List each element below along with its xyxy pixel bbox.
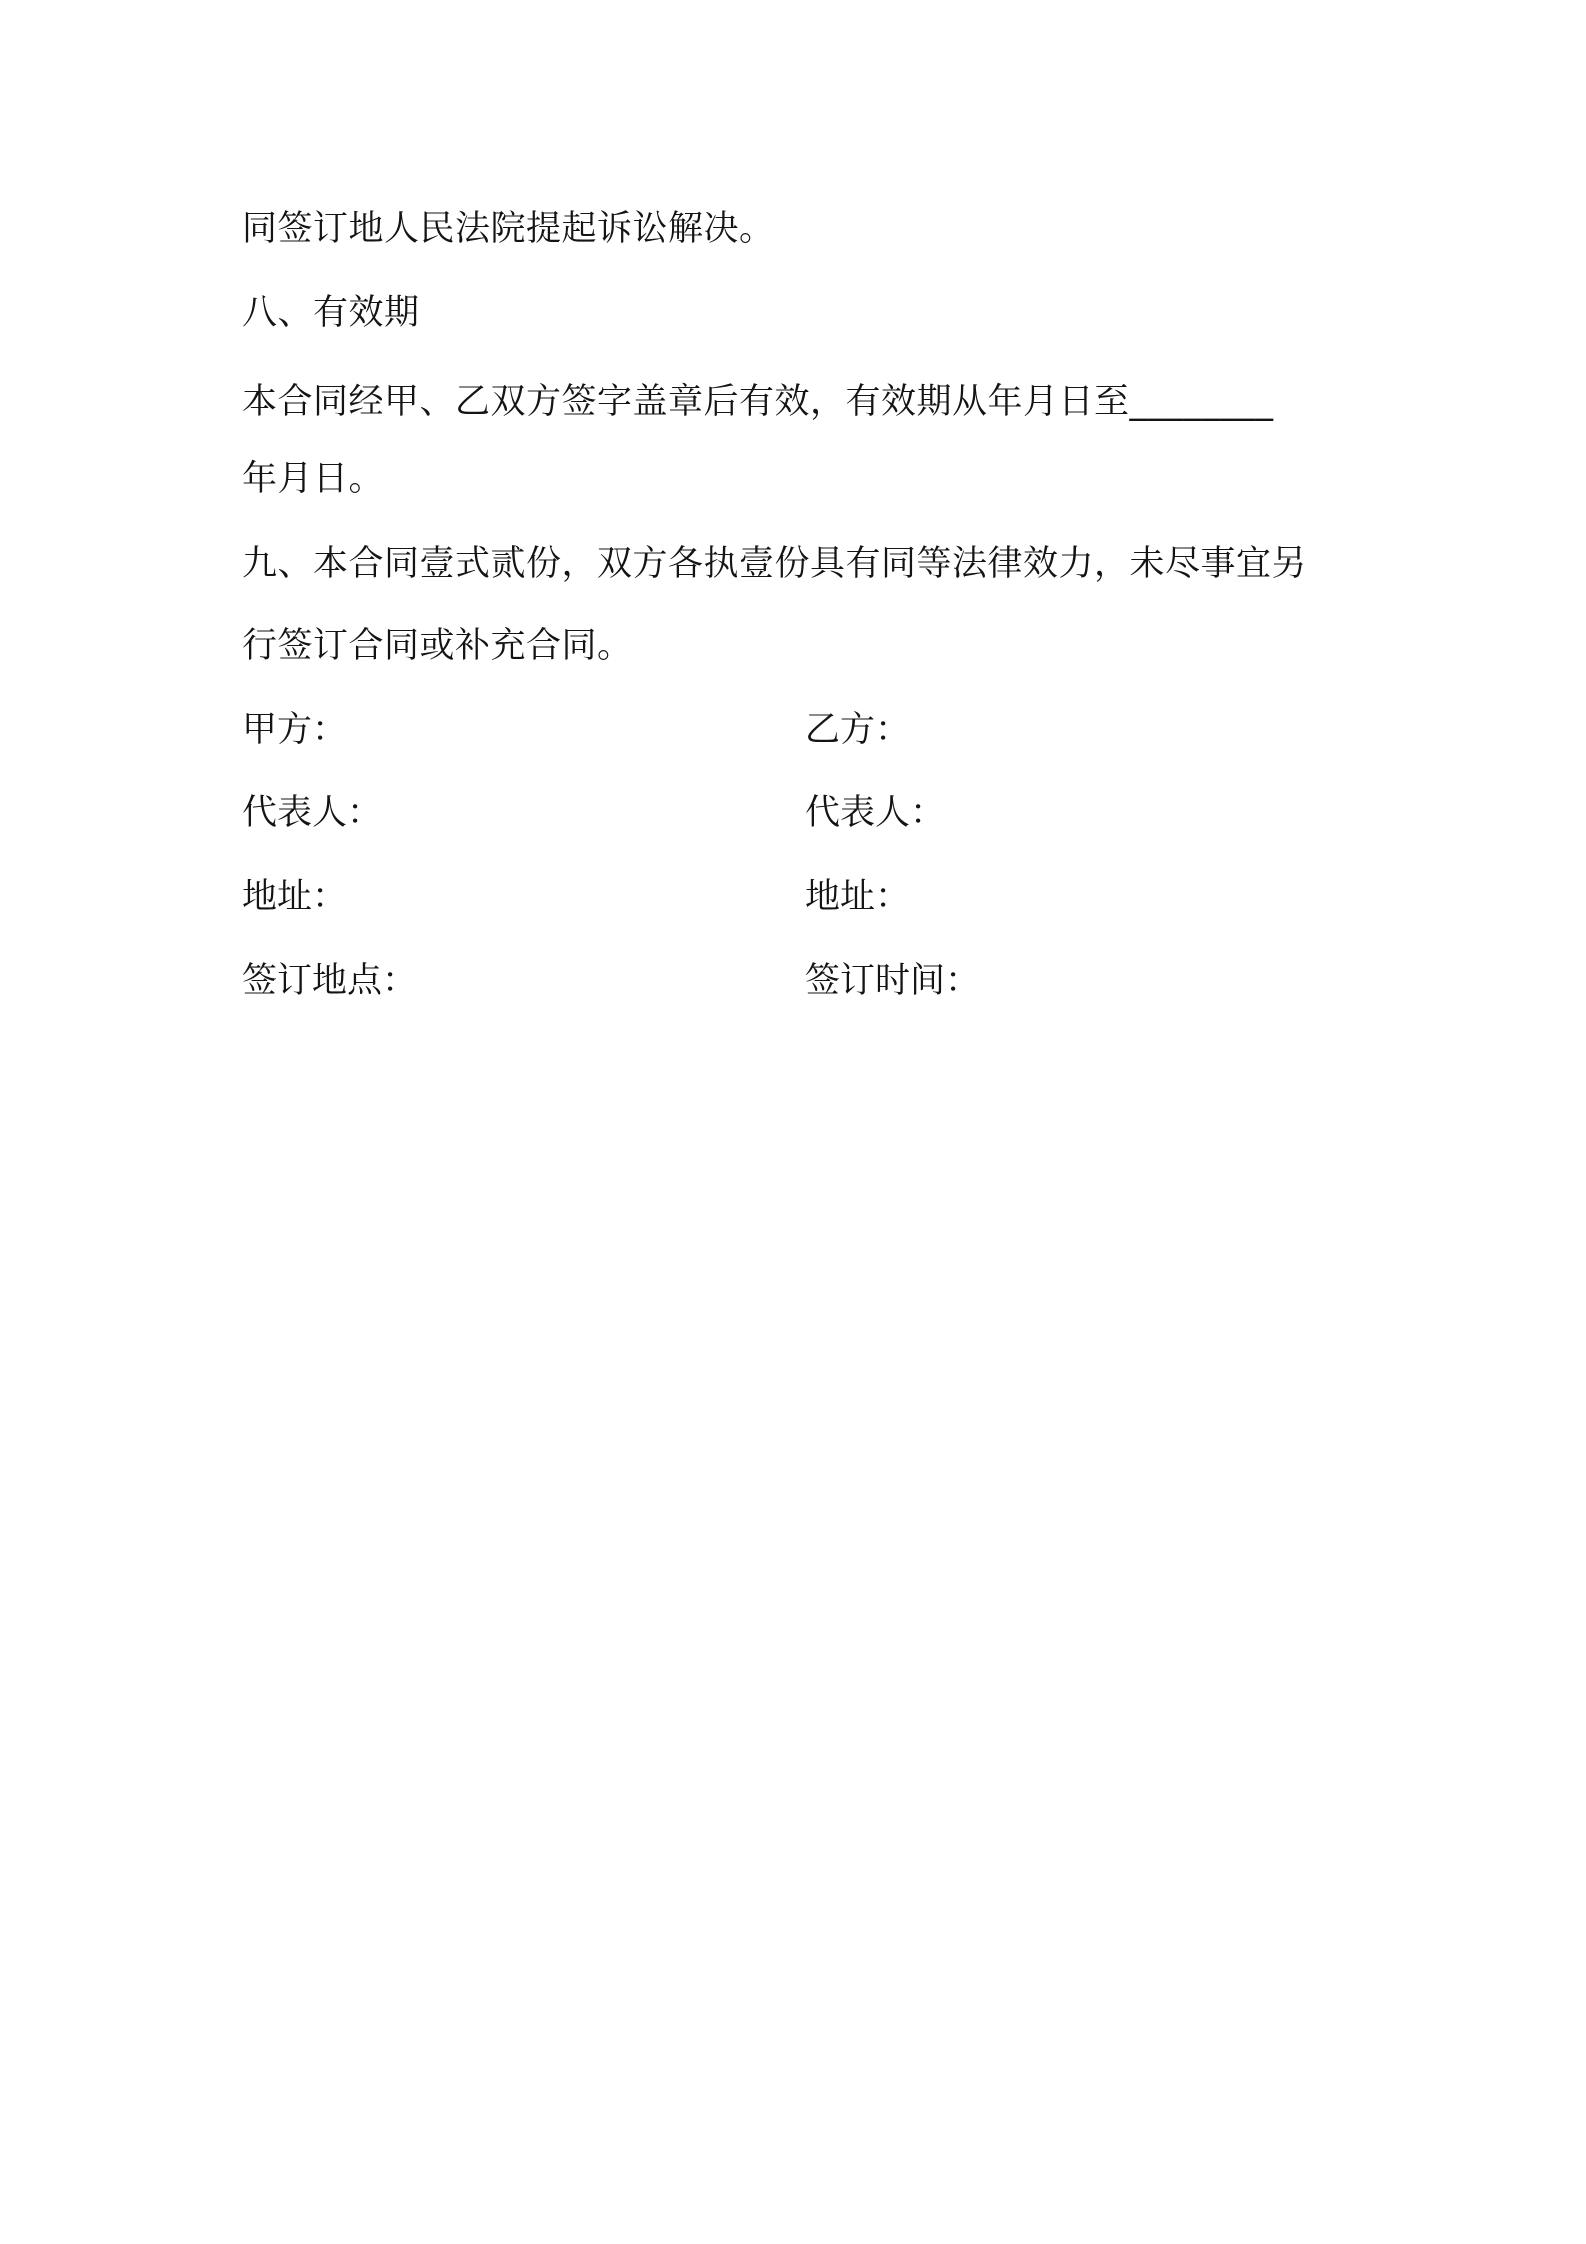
party-a-label: 甲方： [242,710,348,750]
signing-place-label: 签订地点： [242,961,418,1001]
party-b-address-label: 地址： [805,877,911,917]
clause-text-line: 年月日。 [242,459,385,499]
section-heading-validity: 八、有效期 [242,293,420,333]
clause-text-line: 九、本合同壹式贰份，双方各执壹份具有同等法律效力，未尽事宜另 [242,544,1308,584]
party-b-representative-label: 代表人： [805,793,946,833]
clause-text-line: 行签订合同或补充合同。 [242,626,633,666]
clause-text-line: 本合同经甲、乙双方签字盖章后有效，有效期从年月日至________ [242,382,1274,422]
signing-time-label: 签订时间： [805,961,981,1001]
clause-text-line: 同签订地人民法院提起诉讼解决。 [242,209,775,249]
party-a-address-label: 地址： [242,877,348,917]
party-a-representative-label: 代表人： [242,793,383,833]
party-b-label: 乙方： [805,710,911,750]
